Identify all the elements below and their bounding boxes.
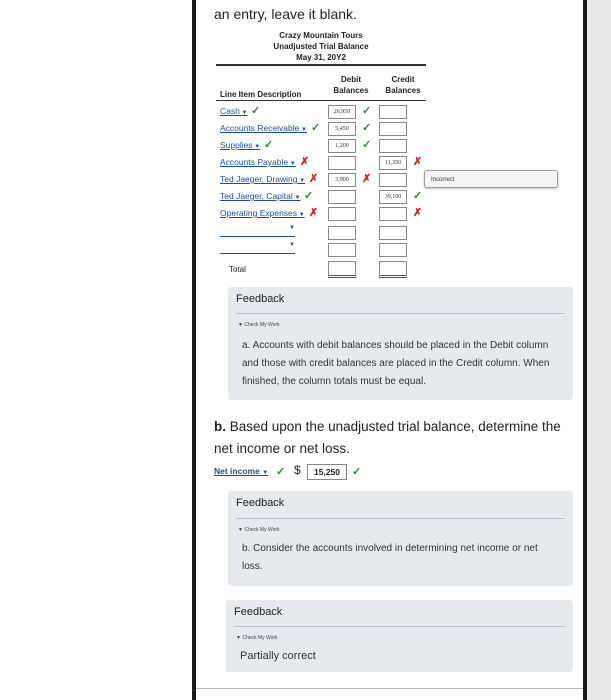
net-income-select-label: Net income: [214, 466, 260, 476]
line-item-description-header: Line Item Description: [220, 90, 302, 99]
debit-input-blank-1[interactable]: [328, 226, 356, 240]
net-income-select[interactable]: [214, 466, 268, 476]
dropdown-arrow-icon: ▼: [289, 242, 295, 248]
account-select-blank-1[interactable]: [220, 226, 295, 237]
account-select[interactable]: [220, 189, 300, 205]
dropdown-arrow-icon: ▼: [252, 144, 261, 150]
credit-input[interactable]: 11,350: [379, 156, 407, 170]
feedback-panel-b: [228, 491, 573, 586]
check-icon: ✓: [311, 122, 321, 134]
debit-total-input[interactable]: [328, 261, 356, 278]
debit-input[interactable]: 3,900: [328, 173, 356, 187]
account-select[interactable]: [220, 104, 247, 120]
account-select[interactable]: [220, 138, 260, 154]
credit-input-blank-2[interactable]: [379, 243, 407, 257]
feedback-title: Feedback: [234, 606, 283, 618]
credit-input[interactable]: [379, 122, 407, 136]
x-icon: ✗: [413, 156, 423, 168]
dropdown-arrow-icon: ▼: [239, 110, 248, 116]
account-select-blank-2[interactable]: [220, 243, 295, 254]
feedback-text: a. Accounts with debit balances should be placed in the Debit column and those with credit balances are placed in the Credit column. When finished, the column totals must be equal.: [242, 340, 550, 387]
x-icon: ✗: [362, 173, 372, 185]
net-income-input[interactable]: 15,250: [307, 464, 347, 480]
x-icon: ✗: [309, 173, 319, 185]
dropdown-arrow-icon: ▼: [289, 225, 295, 231]
x-icon: ✗: [300, 156, 310, 168]
dropdown-arrow-icon: ▼: [297, 178, 306, 184]
question-b: [214, 416, 574, 460]
account-select[interactable]: [220, 121, 307, 137]
check-my-work-label: ▼ Check My Work: [238, 322, 280, 328]
x-icon: ✗: [413, 207, 423, 219]
check-my-work-label: ▼ Check My Work: [238, 527, 280, 533]
account-select-label: Operating Expenses: [220, 208, 298, 218]
check-my-work-label: ▼ Check My Work: [236, 635, 278, 641]
credit-input[interactable]: 39,100: [379, 190, 407, 204]
check-icon: ✓: [413, 190, 423, 202]
account-select[interactable]: [220, 155, 296, 171]
credit-input-blank-1[interactable]: [379, 226, 407, 240]
credit-column-header: Credit Balances: [385, 75, 421, 95]
dropdown-arrow-icon: ▼: [292, 195, 301, 201]
check-icon: ✓: [251, 105, 261, 117]
account-select-label: Cash: [220, 106, 240, 116]
section-divider: [196, 688, 583, 689]
total-label: Total: [229, 265, 246, 274]
statement-date: May 31, 20Y2: [296, 53, 346, 62]
check-icon: ✓: [362, 139, 372, 151]
credit-input[interactable]: [379, 173, 407, 187]
dropdown-arrow-icon: ▼: [297, 212, 305, 218]
dropdown-arrow-icon: ▼: [288, 161, 296, 167]
intro-text: an entry, leave it blank.: [214, 6, 357, 22]
company-name: Crazy Mountain Tours: [279, 31, 363, 40]
account-select[interactable]: [220, 172, 305, 188]
dropdown-arrow-icon: ▼: [299, 127, 307, 133]
account-select-label: Ted Jaeger, Capital: [220, 191, 293, 201]
feedback-divider: [234, 626, 565, 627]
check-icon: ✓: [304, 190, 314, 202]
credit-input[interactable]: [379, 207, 407, 221]
credit-input[interactable]: [379, 139, 407, 153]
debit-column-header: Debit Balances: [333, 75, 369, 95]
account-select-label: Supplies: [220, 140, 253, 150]
account-select-label: Accounts Payable: [220, 157, 289, 167]
account-select[interactable]: [220, 206, 305, 222]
feedback-panel-a: [228, 287, 573, 400]
account-select-label: Accounts Receivable: [220, 123, 300, 133]
feedback-title: Feedback: [236, 497, 285, 509]
debit-input[interactable]: 1,200: [328, 139, 356, 153]
check-icon: ✓: [264, 139, 274, 151]
feedback-text: b. Consider the accounts involved in determining net income or net loss.: [242, 543, 538, 572]
check-icon: ✓: [276, 466, 286, 478]
feedback-panel-c: [226, 600, 573, 672]
check-icon: ✓: [352, 466, 362, 478]
question-b-label: b.: [214, 419, 226, 434]
debit-input[interactable]: [328, 190, 356, 204]
feedback-divider: [236, 518, 565, 519]
question-b-text: Based upon the unadjusted trial balance, determine the net income or net loss.: [214, 419, 561, 456]
question-panel: [196, 0, 583, 700]
frame-border-right: [583, 0, 587, 700]
feedback-divider: [236, 313, 565, 314]
credit-total-input[interactable]: [379, 261, 407, 278]
check-icon: ✓: [362, 105, 372, 117]
x-icon: ✗: [309, 207, 319, 219]
currency-symbol: $: [294, 463, 301, 477]
header-rule: [216, 64, 426, 66]
debit-input[interactable]: 5,450: [328, 122, 356, 136]
page-margin-right: [587, 0, 611, 700]
debit-input[interactable]: [328, 207, 356, 221]
dropdown-arrow-icon: ▼: [262, 470, 269, 476]
feedback-title: Feedback: [236, 293, 285, 305]
column-header-rule: [216, 100, 426, 101]
check-icon: ✓: [362, 122, 372, 134]
credit-input[interactable]: [379, 105, 407, 119]
debit-input[interactable]: [328, 156, 356, 170]
account-select-label: Ted Jaeger, Drawing: [220, 174, 298, 184]
debit-input-blank-2[interactable]: [328, 243, 356, 257]
debit-input[interactable]: 26,950: [328, 105, 356, 119]
statement-title: Unadjusted Trial Balance: [273, 42, 369, 51]
incorrect-tooltip: Incorrect: [424, 170, 558, 188]
feedback-text: Partially correct: [240, 650, 316, 662]
